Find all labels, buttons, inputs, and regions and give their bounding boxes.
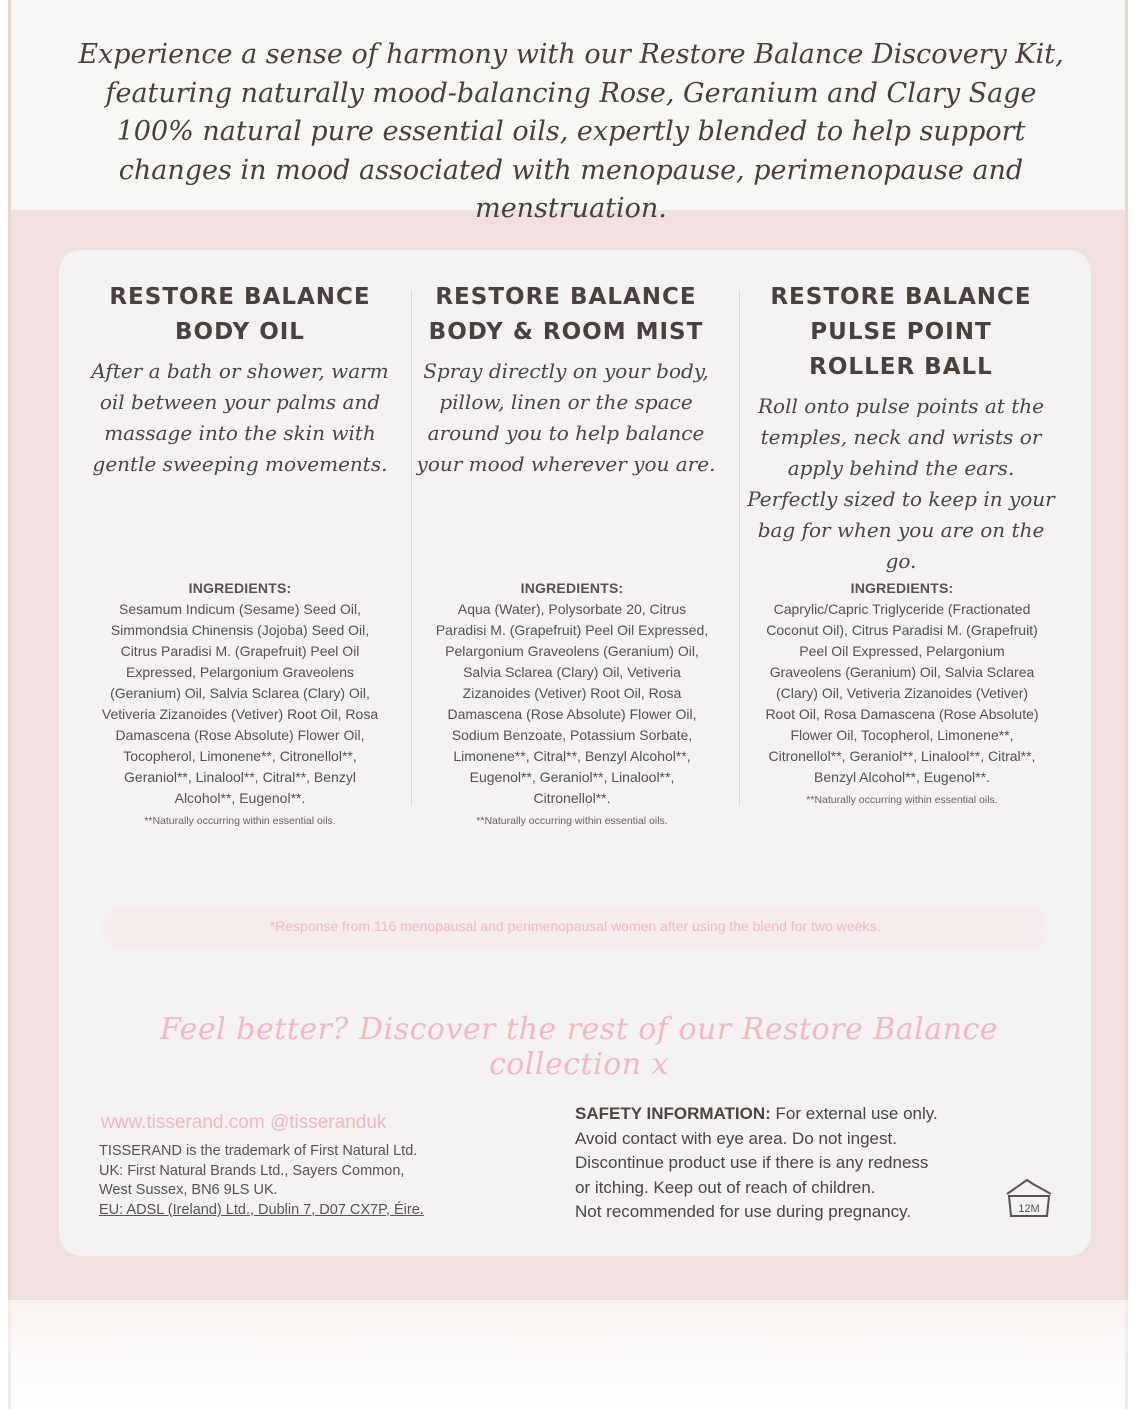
legal-text: TISSERAND is the trademark of First Natural Ltd. UK: First Natural Brands Ltd., Sayers Common, West Sussex, BN6 9LS UK. EU: ADSL (Ireland) Ltd., Dublin 7, D07 CX7P, Éire. bbox=[99, 1143, 424, 1218]
product-title: RESTORE BALANCE PULSE POINT ROLLER BALL bbox=[770, 284, 1032, 380]
product-description: After a bath or shower, warm oil between your palms and massage into the skin with gentle sweeping movements. bbox=[91, 359, 389, 476]
intro-text: Experience a sense of harmony with our Restore Balance Discovery Kit, featuring naturally mood-balancing Rose, Geranium and Clary Sage 100% natural pure essential oils, expertly blended to help support changes in mood associated with menopause, perimenopause and menstruation. bbox=[78, 39, 1064, 224]
product-box bbox=[8, 0, 1128, 1300]
safety-information: SAFETY INFORMATION: For external use only. Avoid contact with eye area. Do not ingest. Discontinue product use if there is any redness or itching. Keep out of reach of children. Not recommended for use during pregnancy. bbox=[575, 1104, 938, 1221]
top-band bbox=[11, 0, 1125, 224]
product-roller-ball bbox=[739, 280, 1063, 577]
footnote: *Response from 116 menopausal and perimenopausal women after using the blend for two weeks. bbox=[269, 918, 881, 934]
pao-label: 12M bbox=[1018, 1203, 1040, 1215]
ingredients-heading: INGREDIENTS: bbox=[520, 580, 624, 596]
product-description: Roll onto pulse points at the temples, neck and wrists or apply behind the ears. Perfectly sized to keep in your bag for when you are on the go. bbox=[747, 394, 1055, 573]
website-handle: www.tisserand.com @tisseranduk bbox=[101, 1112, 387, 1133]
info-panel bbox=[59, 250, 1091, 1256]
ingredients-note: **Naturally occurring within essential oils. bbox=[476, 815, 668, 827]
ingredients-roller bbox=[741, 580, 1063, 806]
product-description: Spray directly on your body, pillow, linen or the space around you to help balance your mood wherever you are. bbox=[416, 359, 716, 476]
ingredients-list: Aqua (Water), Polysorbate 20, Citrus Paradisi M. (Grapefruit) Peel Oil Expressed, Pelargonium Graveolens (Geranium) Oil, Salvia Sclarea (Clary) Oil, Vetiveria Zizanoides (Vetiver) Root Oil, Rosa Damascena (Rose Absolute) Flower Oil, Sodium Benzoate, Potassium Sorbate, Limonene**, Citral**, Benzyl Alcohol**, Eugenol**, Geraniol**, Linalool**, Citronellol**. bbox=[435, 601, 709, 806]
ingredients-list: Sesamum Indicum (Sesame) Seed Oil, Simmondsia Chinensis (Jojoba) Seed Oil, Citrus Paradisi M. (Grapefruit) Peel Oil Expressed, Pelargonium Graveolens (Geranium) Oil, Salvia Sclarea (Clary) Oil, Vetiveria Zizanoides (Vetiver) Root Oil, Rosa Damascena (Rose Absolute) Flower Oil, Tocopherol, Limonene**, Citronellol**, Geraniol**, Linalool**, Citral**, Benzyl Alcohol**, Eugenol**. bbox=[101, 601, 379, 806]
product-title: RESTORE BALANCE BODY OIL bbox=[109, 284, 371, 345]
ingredients-heading: INGREDIENTS: bbox=[188, 580, 292, 596]
open-jar-icon bbox=[1003, 1174, 1055, 1220]
ingredients-heading: INGREDIENTS: bbox=[850, 580, 954, 596]
product-body-oil bbox=[81, 280, 399, 480]
product-title: RESTORE BALANCE BODY & ROOM MIST bbox=[428, 284, 704, 345]
ingredients-body-oil bbox=[81, 580, 399, 827]
product-body-room-mist bbox=[407, 280, 725, 480]
box-reflection bbox=[8, 1300, 1128, 1409]
safety-heading: SAFETY INFORMATION: bbox=[575, 1104, 771, 1123]
ingredients-list: Caprylic/Capric Triglyceride (Fractionated Coconut Oil), Citrus Paradisi M. (Grapefruit) Peel Oil Expressed, Pelargonium Graveolens (Geranium) Oil, Salvia Sclarea (Clary) Oil, Vetiveria Zizanoides (Vetiver) Root Oil, Rosa Damascena (Rose Absolute) Flower Oil, Tocopherol, Limonene**, Citronellol**, Geraniol**, Linalool**, Citral**, Benzyl Alcohol**, Eugenol**. bbox=[765, 601, 1039, 785]
ingredients-note: **Naturally occurring within essential oils. bbox=[144, 815, 336, 827]
ingredients-note: **Naturally occurring within essential oils. bbox=[806, 794, 998, 806]
ingredients-mist bbox=[413, 580, 731, 827]
tagline-script: Feel better? Discover the rest of our Restore Balance collection x bbox=[159, 1012, 999, 1082]
